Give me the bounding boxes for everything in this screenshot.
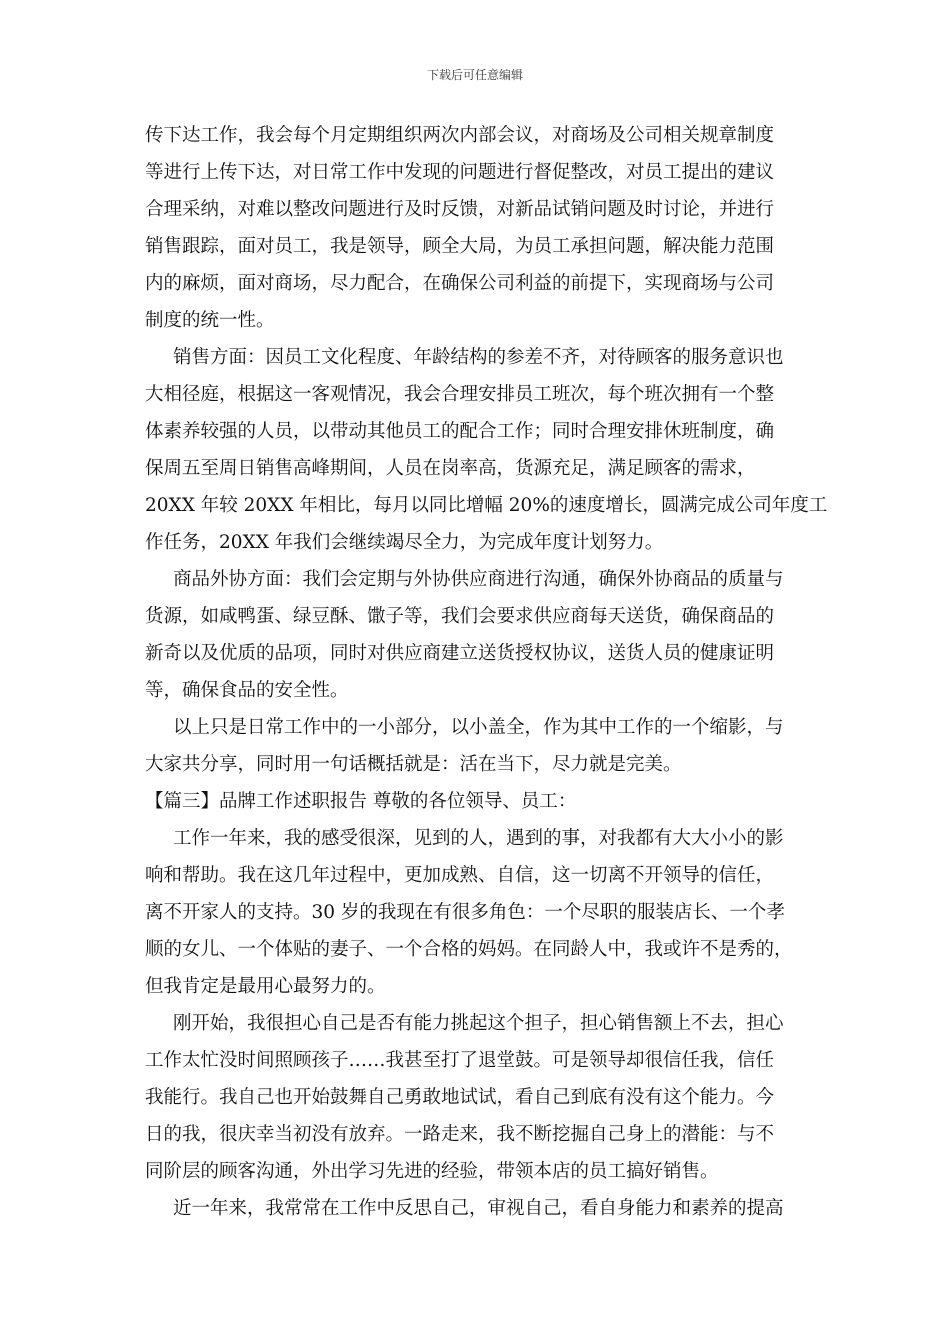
body-line: 日的我，很庆幸当初没有放弃。一路走来，我不断挖掘自己身上的潜能：与不 [145,1124,775,1145]
body-line: 大相径庭，根据这一客观情况，我会合理安排员工班次，每个班次拥有一个整 [145,384,775,405]
body-line: 离不开家人的支持。30 岁的我现在有很多角色：一个尽职的服装店长、一个孝 [145,902,785,923]
body-line: 20XX 年较 20XX 年相比，每月以同比增幅 20%的速度增长，圆满完成公司年度工 [145,495,828,516]
body-line: 但我肯定是最用心最努力的。 [145,976,386,997]
body-line: 工作太忙没时间照顾孩子……我甚至打了退堂鼓。可是领导却很信任我，信任 [145,1050,775,1071]
paragraph-first-line: 刚开始，我很担心自己是否有能力挑起这个担子，担心销售额上不去，担心 [173,1013,784,1034]
page-header: 下载后可任意编辑 [426,68,523,82]
body-line: 响和帮助。我在这几年过程中，更加成熟、自信，这一切离不开领导的信任， [145,865,775,886]
body-line: 体素养较强的人员，以带动其他员工的配合工作；同时合理安排休班制度，确 [145,421,775,442]
paragraph-first-line: 近一年来，我常常在工作中反思自己，审视自己，看自身能力和素养的提高 [173,1198,784,1219]
body-line: 新奇以及优质的品项，同时对供应商建立送货授权协议，送货人员的健康证明 [145,643,775,664]
paragraph-first-line: 销售方面：因员工文化程度、年龄结构的参差不齐，对待顾客的服务意识也 [173,347,784,368]
body-line: 保周五至周日销售高峰期间，人员在岗率高，货源充足，满足顾客的需求， [145,458,756,479]
body-line: 同阶层的顾客沟通，外出学习先进的经验，带领本店的员工搞好销售。 [145,1161,719,1182]
body-line: 作任务，20XX 年我们会继续竭尽全力，为完成年度计划努力。 [145,532,664,553]
body-line: 顺的女儿、一个体贴的妻子、一个合格的妈妈。在同龄人中，我或许不是秀的， [145,939,793,960]
body-line: 我能行。我自己也开始鼓舞自己勇敢地试试，看自己到底有没有这个能力。今 [145,1087,775,1108]
body-line: 合理采纳，对难以整改问题进行及时反馈，对新品试销问题及时讨论，并进行 [145,199,775,220]
paragraph-first-line: 工作一年来，我的感受很深，见到的人，遇到的事，对我都有大大小小的影 [173,828,784,849]
body-line: 销售跟踪，面对员工，我是领导，顾全大局，为员工承担问题，解决能力范围 [145,236,775,257]
body-line: 内的麻烦，面对商场，尽力配合，在确保公司利益的前提下，实现商场与公司 [145,273,775,294]
body-line: 等，确保食品的安全性。 [145,680,349,701]
body-line: 传下达工作，我会每个月定期组织两次内部会议，对商场及公司相关规章制度 [145,125,775,146]
section-heading: 【篇三】品牌工作述职报告 尊敬的各位领导、员工： [145,791,577,812]
paragraph-first-line: 以上只是日常工作中的一小部分，以小盖全，作为其中工作的一个缩影，与 [173,717,784,738]
paragraph-first-line: 商品外协方面：我们会定期与外协供应商进行沟通，确保外协商品的质量与 [173,569,784,590]
body-line: 货源，如咸鸭蛋、绿豆酥、馓子等，我们会要求供应商每天送货，确保商品的 [145,606,775,627]
body-line: 制度的统一性。 [145,310,275,331]
body-line: 大家共分享，同时用一句话概括就是：活在当下，尽力就是完美。 [145,754,682,775]
body-line: 等进行上传下达，对日常工作中发现的问题进行督促整改，对员工提出的建议 [145,162,775,183]
